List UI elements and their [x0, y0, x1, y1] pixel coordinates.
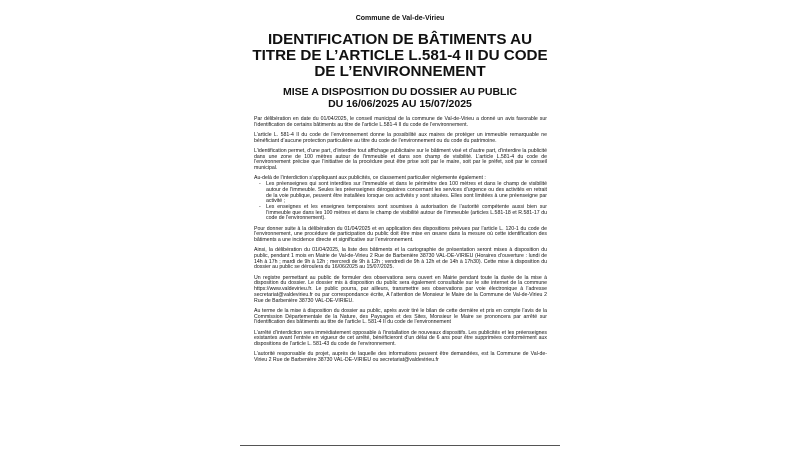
title-line: IDENTIFICATION DE BÂTIMENTS AU [267, 31, 533, 48]
subtitle-line: DU 16/06/2025 AU 15/07/2025 [328, 98, 472, 110]
commune-name: Commune de Val-de-Virieu [355, 15, 445, 22]
paragraph-deliberation: Par délibération en date du 01/04/2025, le conseil municipal de la commune de Val-de-Virieu a donné un avis favorable sur l’identification de certains bâtiments au titre de l’article L.581-4 II du code de l’environnement. [254, 116, 547, 128]
paragraph-authority: L’autorité responsable du projet, auprès de laquelle des informations peuvent être demandées, est la Commune de Val-de-Virieu 2 Rue de Barbenière 38730 VAL-DE-VIRIEU ou secretariat@valdevirieu.fr [254, 351, 547, 363]
bottom-divider [240, 445, 560, 446]
notice-title [200, 32, 600, 80]
dash-bullet: - [259, 181, 261, 188]
title-line: DE L’ENVIRONNEMENT [314, 63, 486, 80]
paragraph-regulation: Au-delà de l’interdiction s’appliquant aux publicités, ce classement particulier réglemente également : [254, 175, 486, 182]
paragraph-register: Un registre permettant au public de formuler des observations sera ouvert en Mairie pendant toute la durée de la mise à disposition du dossier. Le dossier mis à disposition du public sera également consultable sur le site internet de la commune https://www.valdevirieu.fr. Le public pourra, par ailleurs, transmettre ses observations par voie électronique à l’adresse secretariat@valdevirieu.fr ou par correspondance écrite, A l’attention de Monsieur le Maire de la Commune de Val-de-Virieu 2 Rue de Barbenière 38730 VAL-DE-VIRIEU. [254, 274, 547, 304]
list-item: - Les préenseignes qui sont interdites sur l’immeuble et dans le périmètre des 100 mètres et dans le champ de visibilité autour de l’immeuble. Seules les préenseignes dérogatoires concernant les services d’urgence ou des activités en retrait de la voie publique, peuvent être installées lorsque ces activités y sont situées. Elles sont limitées à une préenseigne par activité ; [259, 181, 547, 205]
paragraph-availability: Ainsi, la délibération du 01/04/2025, la liste des bâtiments et la cartographie de présentation seront mises à disposition du public, pendant 1 mois en Mairie de Val-de-Virieu 2 Rue de Barbenière 38730 VAL-DE-VIRIEU (Horaires d’ouverture : lundi de 14h à 17h ; mardi de 9h à 12h ; mercredi de 9h à 12h ; vendredi de 9h à 12h et de 14h à 17h30). Cette mise à disposition du dossier au public se déroulera du 16/06/2025 au 15/07/2025. [254, 247, 547, 271]
paragraph-article: L’article L. 581-4 II du code de l’environnement donne la possibilité aux maires de protéger un immeuble remarquable ne bénéficiant d’aucune protection particulière au titre du code de l’environnement ou du code du patrimoine. [254, 132, 547, 144]
paragraph-conclusion: Au terme de la mise à disposition du dossier au public, après avoir tiré le bilan de cette dernière et pris en compte l’avis de la Commission Départementale de la Nature, des Paysages et des Sites, Monsieur le Maire se prononcera par arrêté sur l’identification des bâtiments au titre de l’article L. 581-4 II du code de l’environnement [254, 307, 547, 326]
regulation-list [254, 182, 547, 222]
subtitle-line: MISE A DISPOSITION DU DOSSIER AU PUBLIC [283, 86, 517, 98]
paragraph-enforcement: L’arrêté d’interdiction sera immédiatement opposable à l’installation de nouveaux dispositifs. Les publicités et les préenseignes existantes avant l’entrée en vigueur de cet arrêté, bénéficieront d’un délai de 6 ans pour être supprimées conformément aux dispositions de l’article L. 581-43 du code de l’environnement. [254, 329, 547, 347]
list-item: - Les enseignes et les enseignes temporaires sont soumises à autorisation de l’autorité compétente aussi bien sur l’immeuble que dans les 100 mètres et dans le champ de visibilité autour de l’immeuble (articles L.581-18 et R.581-17 du code de l’environnement). [259, 203, 547, 222]
paragraph-identification: L’identification permet, d’une part, d’interdire tout affichage publicitaire sur le bâtiment visé et d’autre part, d’interdire la publicité dans une zone de 100 mètres autour de l’immeuble et dans son champ de visibilité. L’article L.581-4 du code de l’environnement précise que l’initiative de la procédure peut être prise soit par le maire, soit par le préfet, soit par le conseil municipal. [254, 148, 547, 172]
paragraph-participation: Pour donner suite à la délibération du 01/04/2025 et en application des dispositions prévues par l’article L. 120-1 du code de l’environnement, une procédure de participation du public doit être mise en œuvre dans la mesure où cette identification des bâtiments a une incidence directe et significative sur l’environnement. [254, 225, 547, 244]
title-line: TITRE DE L’ARTICLE L.581-4 II DU CODE [252, 47, 548, 64]
notice-subtitle [200, 86, 600, 110]
notice-body [254, 117, 547, 368]
dash-bullet: - [259, 203, 261, 210]
